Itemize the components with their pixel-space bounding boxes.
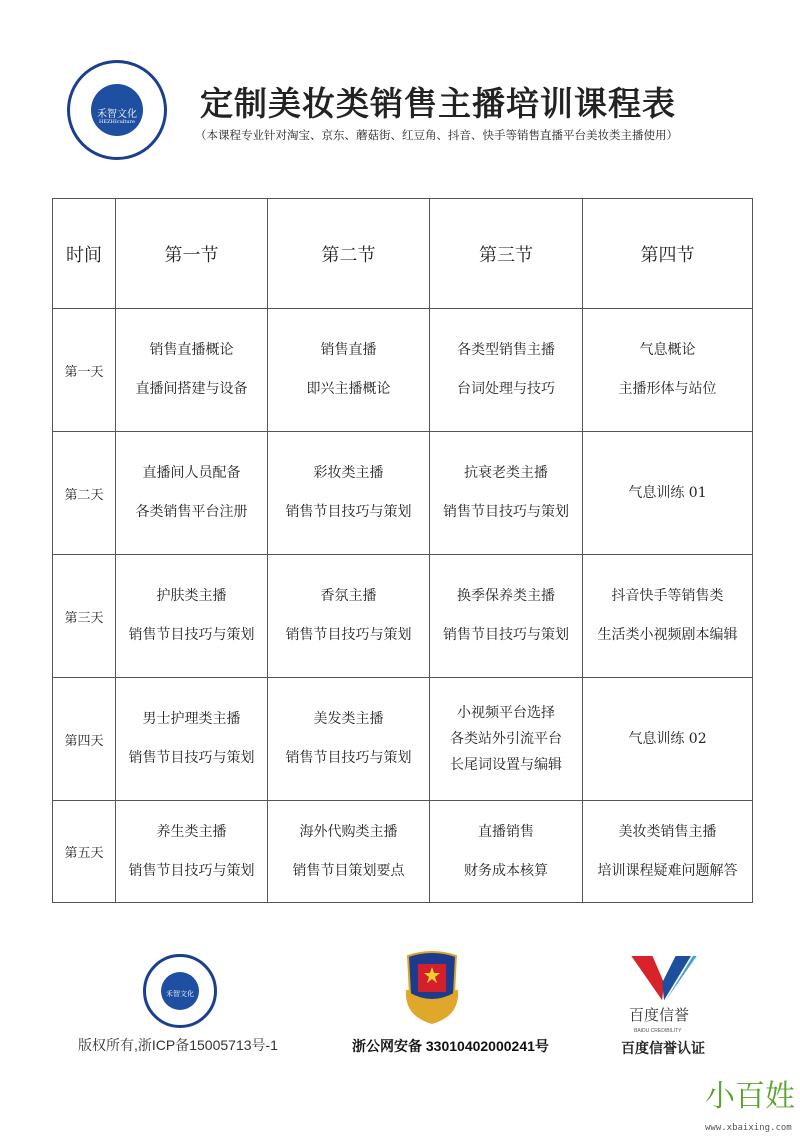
course-line: 销售节目技巧与策划	[285, 504, 412, 520]
course-line: 台词处理与技巧	[457, 381, 555, 397]
watermark-text: 小百姓	[705, 1080, 795, 1113]
course-line: 美妆类销售主播	[618, 823, 717, 840]
course-cell	[268, 801, 430, 903]
course-line: 彩妆类主播	[313, 465, 384, 481]
course-line: 各类站外引流平台	[450, 731, 562, 747]
course-line: 直播销售	[478, 823, 534, 840]
course-line: 销售节目策划要点	[292, 862, 405, 879]
course-line: 长尾词设置与编辑	[450, 757, 562, 773]
course-table	[52, 198, 753, 903]
course-line: 各类销售平台注册	[135, 504, 248, 520]
course-cell	[116, 678, 268, 801]
table-row	[53, 801, 753, 903]
course-cell	[583, 678, 753, 801]
course-cell	[268, 309, 430, 432]
course-cell	[430, 555, 583, 678]
course-cell	[583, 555, 753, 678]
page-title: 定制美妆类销售主播培训课程表	[200, 84, 676, 123]
course-line: 各类型销售主播	[457, 342, 555, 358]
course-line: 销售直播概论	[149, 342, 234, 358]
course-line: 培训课程疑难问题解答	[597, 862, 738, 879]
course-line: 气息训练 02	[628, 730, 707, 747]
baidu-logo-cn: 百度信誉	[629, 1007, 690, 1024]
course-line: 销售节目技巧与策划	[285, 750, 412, 766]
footer-logo-brand: 禾智文化	[165, 990, 194, 999]
course-line: 换季保养类主播	[457, 588, 555, 604]
course-line: 销售节目技巧与策划	[443, 504, 569, 520]
hezhi-footer-logo	[143, 954, 217, 1028]
course-line: 养生类主播	[156, 823, 227, 840]
course-cell	[430, 309, 583, 432]
header-session-4: 第四节	[583, 199, 753, 309]
course-line: 主播形体与站位	[618, 381, 717, 397]
course-line: 气息概论	[639, 342, 696, 358]
baidu-credibility-text: 百度信誉认证	[621, 1040, 705, 1056]
course-cell	[583, 309, 753, 432]
course-line: 销售直播	[320, 342, 377, 358]
day-label: 第四天	[53, 678, 116, 801]
course-line: 销售节目技巧与策划	[443, 627, 569, 643]
course-line: 销售节目技巧与策划	[128, 862, 255, 879]
course-cell	[268, 432, 430, 555]
course-cell	[116, 555, 268, 678]
course-cell	[116, 309, 268, 432]
course-line: 小视频平台选择	[457, 705, 555, 721]
table-row	[53, 678, 753, 801]
header-session-3: 第三节	[430, 199, 583, 309]
course-cell	[116, 801, 268, 903]
table-row	[53, 309, 753, 432]
hezhi-logo	[67, 60, 167, 160]
course-cell	[430, 432, 583, 555]
course-line: 直播间人员配备	[142, 465, 241, 481]
header-session-2: 第二节	[268, 199, 430, 309]
course-line: 销售节目技巧与策划	[128, 627, 255, 643]
course-line: 香氛主播	[320, 588, 377, 604]
day-label: 第一天	[53, 309, 116, 432]
course-line: 海外代购类主播	[299, 823, 398, 840]
course-line: 抖音快手等销售类	[611, 588, 724, 604]
course-line: 即兴主播概论	[306, 381, 391, 397]
baidu-credibility-logo	[630, 956, 700, 1006]
header-session-1: 第一节	[116, 199, 268, 309]
course-line: 生活类小视频剧本编辑	[597, 627, 738, 643]
table-row	[53, 432, 753, 555]
course-cell	[116, 432, 268, 555]
logo-brand-cn: 禾智文化	[96, 108, 137, 120]
course-line: 销售节目技巧与策划	[128, 750, 255, 766]
header-time: 时间	[53, 199, 116, 309]
course-cell	[430, 678, 583, 801]
table-row	[53, 555, 753, 678]
course-line: 直播间搭建与设备	[135, 381, 248, 397]
course-line: 抗衰老类主播	[464, 465, 548, 481]
course-line: 气息训练 01	[628, 484, 707, 501]
table-header-row	[53, 199, 753, 309]
day-label: 第二天	[53, 432, 116, 555]
watermark-url: www.xbaixing.com	[705, 1123, 792, 1133]
course-line: 美发类主播	[313, 711, 384, 727]
course-cell	[430, 801, 583, 903]
course-cell	[268, 555, 430, 678]
page-subtitle: （本课程专业针对淘宝、京东、蘑菇街、红豆角、抖音、快手等销售直播平台美妆类主播使用）	[195, 128, 678, 142]
day-label: 第五天	[53, 801, 116, 903]
police-record-text: 浙公网安备 33010402000241号	[352, 1038, 549, 1054]
logo-brand-en: HEZHIculture	[98, 118, 135, 125]
course-line: 男士护理类主播	[142, 711, 241, 727]
baidu-logo-en: BAIDU CREDIBILITY	[634, 1028, 682, 1034]
course-cell	[583, 801, 753, 903]
copyright-text: 版权所有,浙ICP备15005713号-1	[78, 1037, 278, 1053]
course-cell	[583, 432, 753, 555]
course-cell	[268, 678, 430, 801]
day-label: 第三天	[53, 555, 116, 678]
course-line: 护肤类主播	[156, 588, 227, 604]
police-badge-icon	[398, 950, 466, 1026]
course-line: 销售节目技巧与策划	[285, 627, 412, 643]
course-line: 财务成本核算	[464, 862, 548, 879]
